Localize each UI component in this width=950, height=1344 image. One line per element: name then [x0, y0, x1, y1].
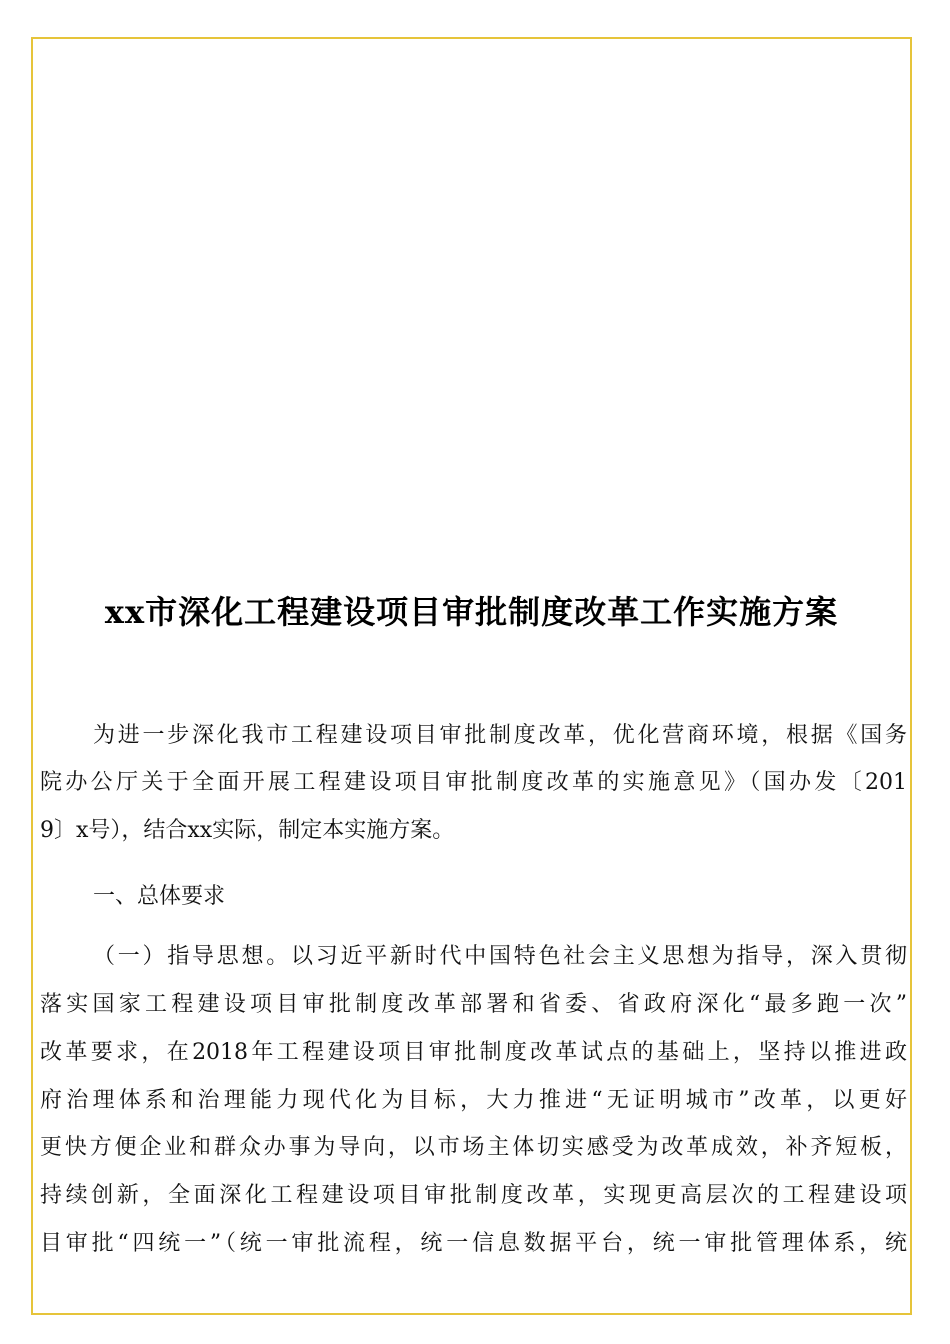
paragraph-line-7: 目审批“四统一”（统一审批流程，统一信息数据平台，统一审批管理体系，统: [40, 1231, 907, 1256]
paragraph-line-3: 改革要求，在2018年工程建设项目审批制度改革试点的基础上，坚持以推进政: [40, 1040, 907, 1065]
intro-line-2: 院办公厅关于全面开展工程建设项目审批制度改革的实施意见》（国办发〔201: [40, 770, 907, 795]
section-heading: 一、总体要求: [93, 884, 226, 909]
page-border: [31, 37, 912, 1315]
paragraph-line-2: 落实国家工程建设项目审批制度改革部署和省委、省政府深化“最多跑一次”: [40, 992, 907, 1017]
intro-line-3: 9〕x号），结合xx实际，制定本实施方案。: [40, 818, 455, 843]
document-title: xx市深化工程建设项目审批制度改革工作实施方案: [104, 593, 839, 631]
paragraph-line-1: （一）指导思想。以习近平新时代中国特色社会主义思想为指导，深入贯彻: [93, 944, 907, 969]
paragraph-line-6: 持续创新，全面深化工程建设项目审批制度改革，实现更高层次的工程建设项: [40, 1183, 907, 1208]
paragraph-line-4: 府治理体系和治理能力现代化为目标，大力推进“无证明城市”改革，以更好: [40, 1088, 907, 1113]
paragraph-line-5: 更快方便企业和群众办事为导向，以市场主体切实感受为改革成效，补齐短板，: [40, 1135, 907, 1160]
intro-line-1: 为进一步深化我市工程建设项目审批制度改革，优化营商环境，根据《国务: [93, 723, 907, 748]
